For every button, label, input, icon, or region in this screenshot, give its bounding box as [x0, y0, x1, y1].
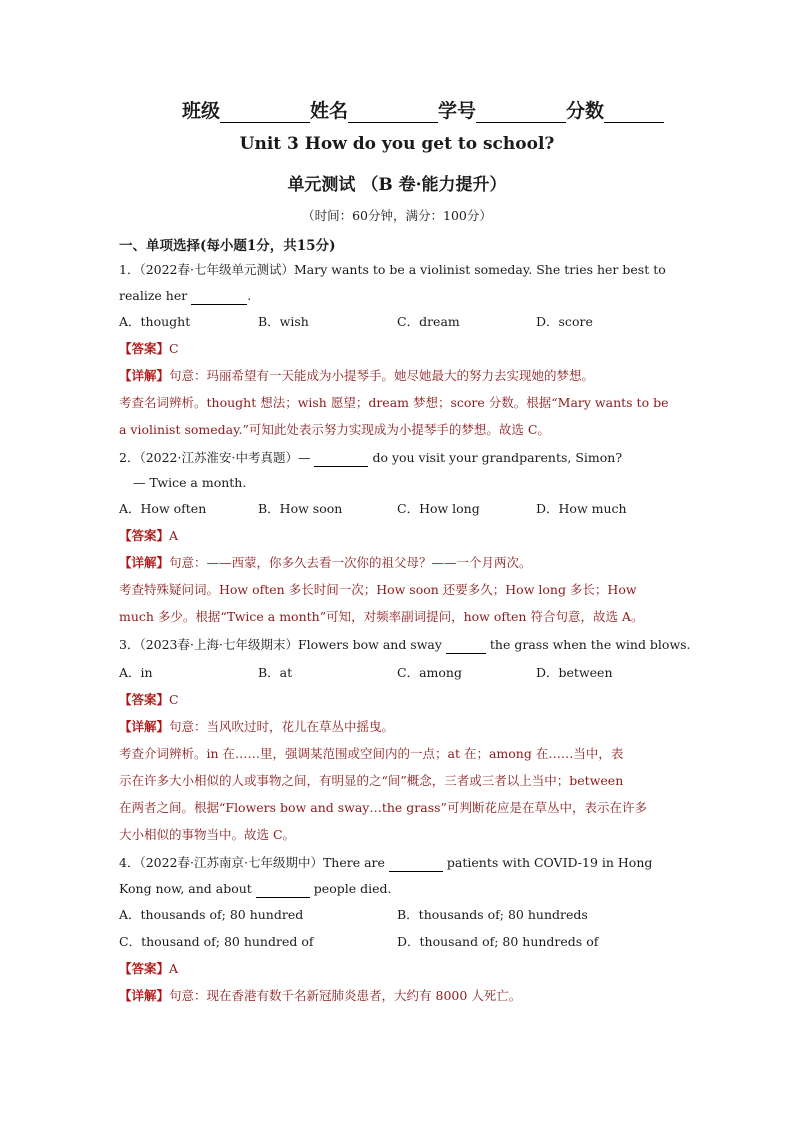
q3-option-d[interactable]: D．between	[536, 665, 613, 680]
q3-explain-line3: 示在许多大小相似的人或事物之间，有明显的之“间”概念，三者或三者以上当中；between	[119, 773, 624, 788]
score-label: 分数	[566, 100, 605, 122]
q2-option-d[interactable]: D．How much	[536, 501, 627, 516]
q3-option-b[interactable]: B．at	[258, 665, 293, 680]
q4-answer: 【答案】A	[119, 961, 179, 976]
q2-option-c[interactable]: C．How long	[397, 501, 480, 516]
time-info: （时间：60分钟，满分：100分）	[302, 208, 492, 223]
q3-option-c[interactable]: C．among	[397, 665, 462, 680]
q2-explain-line1: 【详解】句意：——西蒙，你多久去看一次你的祖父母？——一个月两次。	[119, 555, 532, 570]
q4-explain-line1: 【详解】句意：现在香港有数千名新冠肺炎患者，大约有 8000 人死亡。	[119, 988, 522, 1003]
test-subtitle: 单元测试 （B 卷·能力提升）	[287, 175, 507, 195]
q2-explain-line2: 考查特殊疑问词。How often 多长时间一次；How soon 还要多久；How long 多长；How	[119, 582, 637, 597]
q4-stem-line1: 4．（2022春·江苏南京·七年级期中）There are patients with COVID-19 in Hong	[119, 855, 653, 870]
q2-option-a[interactable]: A．How often	[119, 501, 207, 516]
q3-blank	[446, 639, 486, 654]
q3-explain-line5: 大小相似的事物当中。故选 C。	[119, 827, 296, 842]
class-label: 班级	[182, 100, 221, 122]
q3-option-a[interactable]: A．in	[119, 665, 153, 680]
q3-explain-line2: 考查介词辨析。in 在……里，强调某范围或空间内的一点；at 在；among 在……当中，表	[119, 746, 624, 761]
q1-option-a[interactable]: A．thought	[119, 314, 191, 329]
q1-option-d[interactable]: D．score	[536, 314, 593, 329]
q4-option-d[interactable]: D．thousand of; 80 hundreds of	[397, 934, 599, 949]
section-title: 一、单项选择(每小题1分，共15分)	[119, 238, 336, 254]
q1-stem-line1: 1．（2022春·七年级单元测试）Mary wants to be a violinist someday. She tries her best to	[119, 262, 666, 277]
q4-option-c[interactable]: C．thousand of; 80 hundred of	[119, 934, 314, 949]
q2-explain-line3: much 多少。根据“Twice a month”可知，对频率副词提问，how often 符合句意，故选 A。	[119, 609, 644, 624]
name-blank[interactable]	[348, 102, 438, 123]
unit-title: Unit 3 How do you get to school?	[239, 134, 555, 154]
q1-explain-line1: 【详解】句意：玛丽希望有一天能成为小提琴手。她尽她最大的努力去实现她的梦想。	[119, 368, 595, 383]
q2-option-b[interactable]: B．How soon	[258, 501, 343, 516]
name-label: 姓名	[310, 100, 349, 122]
q3-explain-line1: 【详解】句意：当风吹过时，花儿在草丛中摇曳。	[119, 719, 395, 734]
q4-blank-1	[389, 857, 443, 872]
q2-blank	[314, 452, 368, 467]
q1-explain-line3: a violinist someday.”可知此处表示努力实现成为小提琴手的梦想。故选 C。	[119, 422, 550, 437]
q1-stem-line2: realize her .	[119, 288, 252, 303]
q1-option-c[interactable]: C．dream	[397, 314, 460, 329]
q3-stem-line1: 3．（2023春·上海·七年级期末）Flowers bow and sway the grass when the wind blows.	[119, 637, 691, 652]
class-blank[interactable]	[220, 102, 310, 123]
id-label: 学号	[438, 100, 477, 122]
q4-blank-2	[256, 883, 310, 898]
q3-answer: 【答案】C	[119, 692, 179, 707]
q1-blank	[191, 290, 247, 305]
id-blank[interactable]	[476, 102, 566, 123]
q1-option-b[interactable]: B．wish	[258, 314, 309, 329]
q4-option-b[interactable]: B．thousands of; 80 hundreds	[397, 907, 588, 922]
q1-explain-line2: 考查名词辨析。thought 想法；wish 愿望；dream 梦想；score 分数。根据“Mary wants to be	[119, 395, 669, 410]
q1-answer: 【答案】C	[119, 341, 179, 356]
student-info-header	[182, 96, 664, 123]
q3-explain-line4: 在两者之间。根据“Flowers bow and sway…the grass”可判断花应是在草丛中，表示在许多	[119, 800, 647, 815]
q4-option-a[interactable]: A．thousands of; 80 hundred	[119, 907, 304, 922]
q2-stem-line2: — Twice a month.	[133, 475, 247, 490]
q2-answer: 【答案】A	[119, 528, 179, 543]
q2-stem-line1: 2．（2022·江苏淮安·中考真题）— do you visit your grandparents, Simon?	[119, 450, 623, 465]
q4-stem-line2: Kong now, and about people died.	[119, 881, 392, 896]
score-blank[interactable]	[604, 102, 664, 123]
